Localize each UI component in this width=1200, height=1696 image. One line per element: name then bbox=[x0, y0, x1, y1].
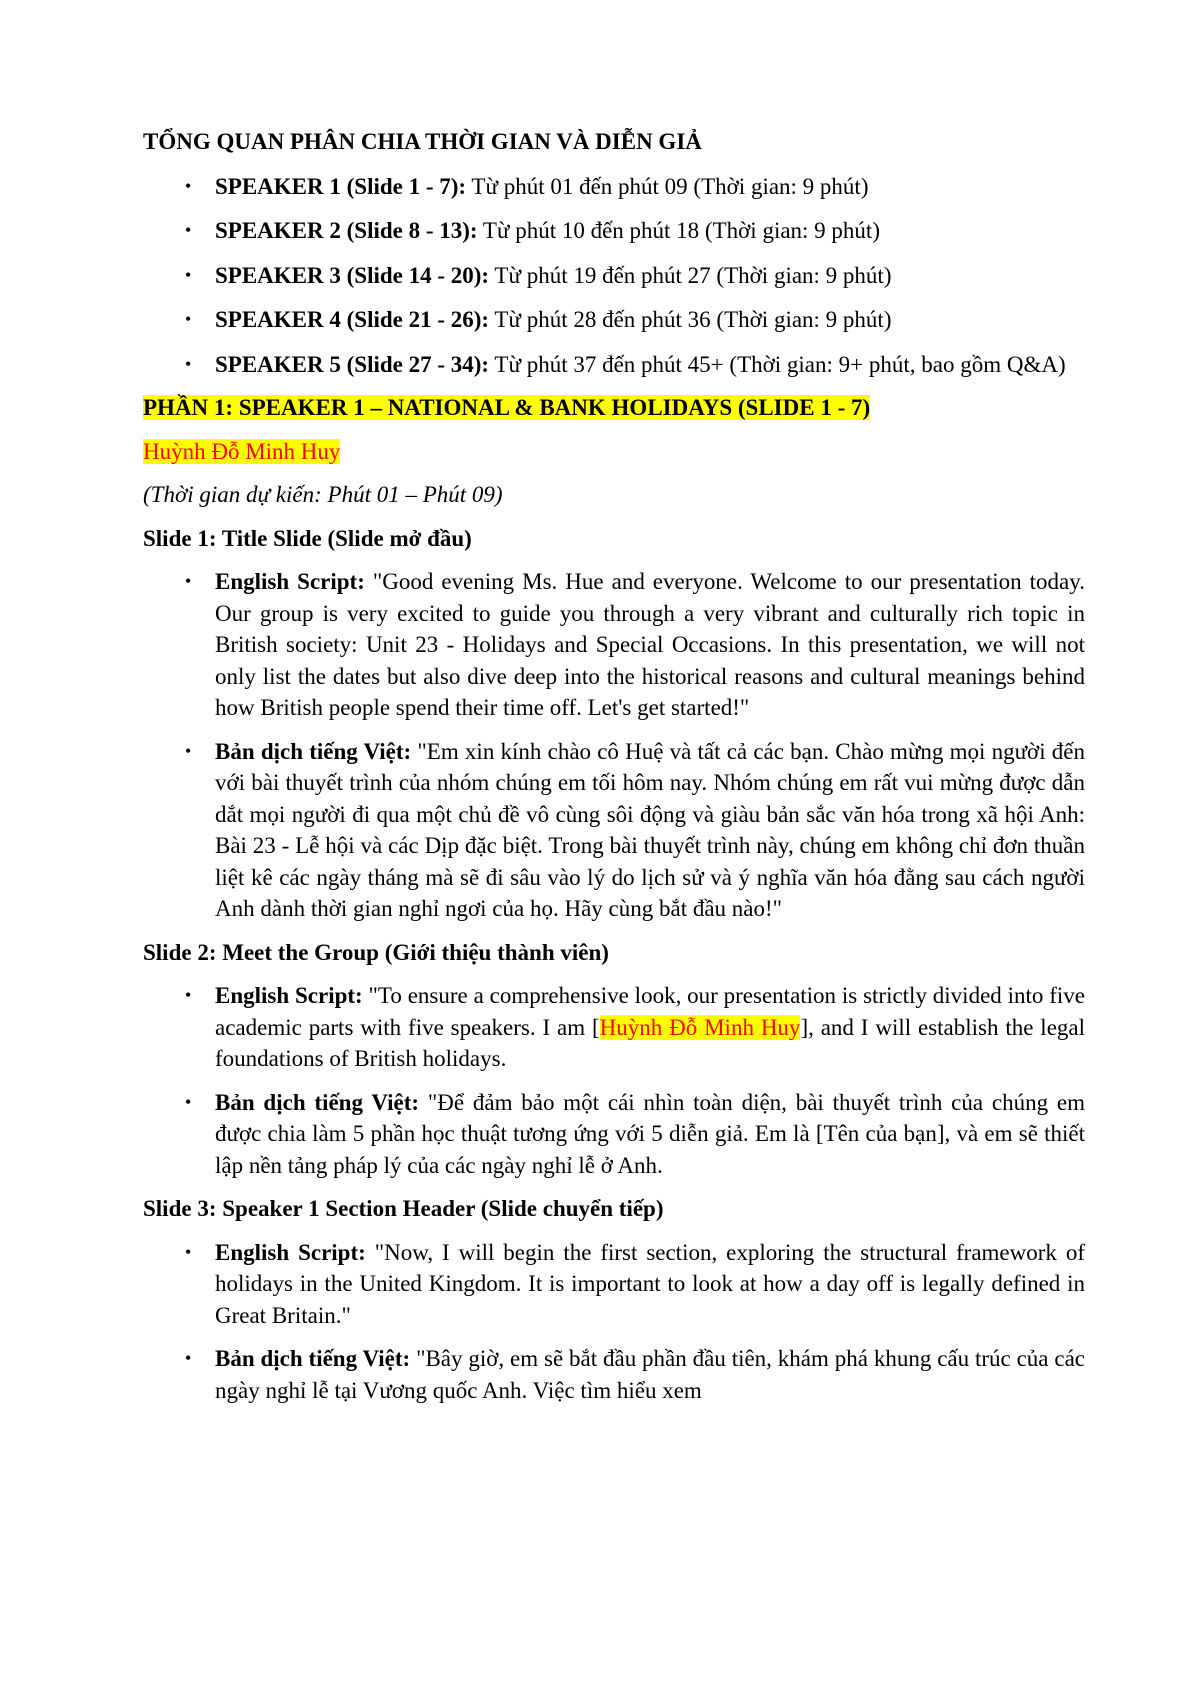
bullet-icon: • bbox=[185, 264, 192, 285]
vietnamese-label: Bản dịch tiếng Việt: bbox=[215, 1089, 420, 1115]
list-item bbox=[143, 171, 1085, 203]
bullet-icon: • bbox=[185, 353, 192, 374]
speaker-name-text: Huỳnh Đỗ Minh Huy bbox=[143, 438, 341, 464]
speaker-label: SPEAKER 5 (Slide 27 - 34): bbox=[215, 351, 490, 377]
list-item bbox=[143, 980, 1085, 1075]
english-script-label: English Script: bbox=[215, 983, 363, 1008]
vietnamese-text: "Bây giờ, em sẽ bắt đầu phần đầu tiên, khám phá khung cấu trúc của các ngày nghỉ lễ tại Vương quốc Anh. Việc tìm hiểu xem bbox=[215, 1346, 1085, 1403]
speaker-label: SPEAKER 1 (Slide 1 - 7): bbox=[215, 173, 467, 199]
english-script-text-end: ], and I will establish the legal foundations of British holidays. bbox=[215, 1014, 1086, 1071]
english-script-text: "To ensure a comprehensive look, our presentation is strictly divided into five academic parts with five speakers. I am [ bbox=[215, 983, 1085, 1040]
document-page bbox=[143, 126, 1085, 1418]
speaker-label: SPEAKER 4 (Slide 21 - 26): bbox=[215, 307, 490, 332]
slide-1-list bbox=[143, 566, 1085, 925]
bullet-icon: • bbox=[185, 1241, 192, 1262]
bullet-icon: • bbox=[185, 1091, 192, 1112]
bullet-icon: • bbox=[185, 175, 192, 196]
list-item bbox=[143, 349, 1085, 381]
vietnamese-text: "Để đảm bảo một cái nhìn toàn diện, bài thuyết trình của chúng em được chia làm 5 phần học thuật tương ứng với 5 diễn giả. Em là [Tên của bạn], và em sẽ thiết lập nền tảng pháp lý của các ngày nghỉ lễ ở Anh. bbox=[215, 1089, 1085, 1178]
highlighted-name: Huỳnh Đỗ Minh Huy bbox=[599, 1014, 801, 1040]
bullet-icon: • bbox=[185, 740, 192, 761]
part-title-text: PHẦN 1: SPEAKER 1 – NATIONAL & BANK HOLIDAYS (SLIDE 1 - 7) bbox=[143, 395, 871, 420]
list-item bbox=[143, 566, 1085, 724]
slide-2-heading: Slide 2: Meet the Group (Giới thiệu thành viên) bbox=[143, 939, 609, 965]
list-item bbox=[143, 1087, 1085, 1182]
overview-list bbox=[143, 171, 1085, 381]
overview-title: TỔNG QUAN PHÂN CHIA THỜI GIAN VÀ DIỄN GIẢ bbox=[143, 129, 702, 154]
part-title bbox=[143, 392, 1085, 424]
list-item bbox=[143, 215, 1085, 247]
english-script-text: "Good evening Ms. Hue and everyone. Welcome to our presentation today. Our group is very excited to guide you through a very vibrant and culturally rich topic in British society: Unit 23 - Holidays and Special Occasions. In this presentation, we will not only list the dates but also dive deep into the historical reasons and cultural meanings behind how British people spend their time off. Let's get started!" bbox=[215, 569, 1085, 720]
speaker-name bbox=[143, 436, 1085, 468]
list-item bbox=[143, 736, 1085, 925]
vietnamese-label: Bản dịch tiếng Việt: bbox=[215, 738, 412, 764]
bullet-icon: • bbox=[185, 1348, 192, 1368]
slide-3-list bbox=[143, 1237, 1085, 1407]
bullet-icon: • bbox=[185, 309, 192, 329]
vietnamese-text: "Em xin kính chào cô Huệ và tất cả các bạn. Chào mừng mọi người đến với bài thuyết trình của nhóm chúng em tối hôm nay. Nhóm chúng em rất vui mừng được dẫn dắt mọi người đi qua một chủ đề vô cùng sôi động và giàu bản sắc văn hóa trong xã hội Anh: Bài 23 - Lễ hội và các Dịp đặc biệt. Trong bài thuyết trình này, chúng em không chỉ đơn thuần liệt kê các ngày tháng mà sẽ đi sâu vào lý do lịch sử và ý nghĩa văn hóa đằng sau cách người Anh dành thời gian nghỉ ngơi của họ. Hãy cùng bắt đầu nào!" bbox=[215, 738, 1086, 921]
list-item bbox=[143, 1237, 1085, 1332]
bullet-icon: • bbox=[185, 571, 192, 591]
speaker-label: SPEAKER 2 (Slide 8 - 13): bbox=[215, 218, 478, 243]
bullet-icon: • bbox=[185, 220, 192, 240]
english-script-label: English Script: bbox=[215, 1239, 366, 1265]
slide-2-list bbox=[143, 980, 1085, 1181]
english-script-label: English Script: bbox=[215, 569, 365, 594]
time-note: (Thời gian dự kiến: Phút 01 – Phút 09) bbox=[143, 482, 503, 507]
speaker-time: Từ phút 37 đến phút 45+ (Thời gian: 9+ phút, bao gồm Q&A) bbox=[489, 351, 1066, 377]
speaker-time: Từ phút 10 đến phút 18 (Thời gian: 9 phút) bbox=[477, 218, 880, 243]
list-item bbox=[143, 304, 1085, 336]
list-item bbox=[143, 260, 1085, 292]
vietnamese-label: Bản dịch tiếng Việt: bbox=[215, 1346, 411, 1371]
slide-3-heading: Slide 3: Speaker 1 Section Header (Slide chuyển tiếp) bbox=[143, 1196, 664, 1221]
speaker-label: SPEAKER 3 (Slide 14 - 20): bbox=[215, 262, 490, 288]
speaker-time: Từ phút 01 đến phút 09 (Thời gian: 9 phút) bbox=[466, 173, 869, 199]
speaker-time: Từ phút 28 đến phút 36 (Thời gian: 9 phút) bbox=[489, 307, 892, 332]
speaker-time: Từ phút 19 đến phút 27 (Thời gian: 9 phút) bbox=[489, 262, 892, 288]
list-item bbox=[143, 1343, 1085, 1406]
english-script-text: "Now, I will begin the first section, exploring the structural framework of holidays in the United Kingdom. It is important to look at how a day off is legally defined in Great Britain." bbox=[215, 1239, 1085, 1328]
slide-1-heading: Slide 1: Title Slide (Slide mở đầu) bbox=[143, 525, 472, 551]
bullet-icon: • bbox=[185, 985, 192, 1005]
